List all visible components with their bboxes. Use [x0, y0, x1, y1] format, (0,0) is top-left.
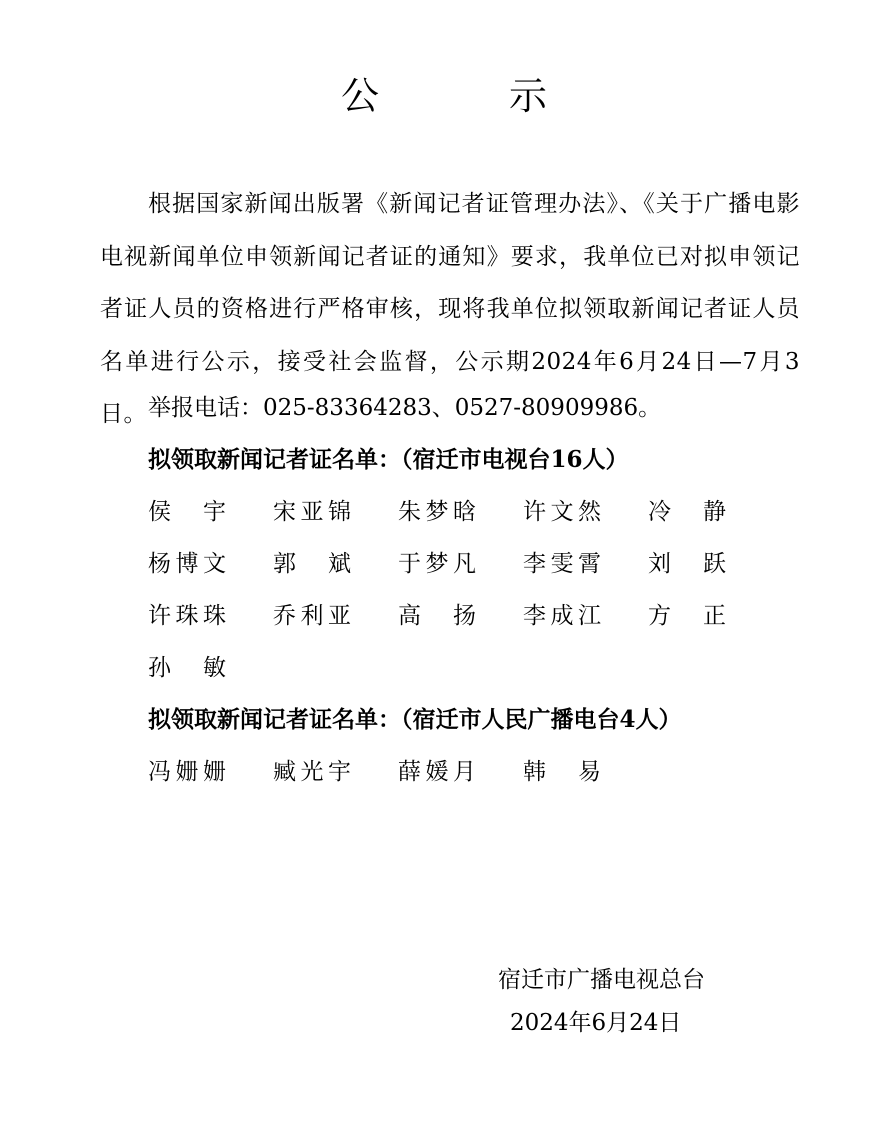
group1-name: 许文然: [523, 499, 601, 525]
group1-name: 许珠珠: [148, 603, 226, 629]
group2-heading: 拟领取新闻记者证名单：（宿迁市人民广播电台4人）: [148, 706, 682, 733]
group1-name: 宋亚锦: [273, 499, 351, 525]
group1-name: 冷静: [648, 499, 726, 525]
group1-name: 侯宇: [148, 499, 226, 525]
group1-name: 乔利亚: [273, 603, 351, 629]
report-phone: 举报电话：025-83364283、0527-80909986。: [148, 395, 662, 421]
group1-name: 于梦凡: [398, 551, 476, 577]
footer-date: 2024年6月24日: [510, 1010, 682, 1036]
group1-name: 郭斌: [273, 551, 351, 577]
group1-name: 杨博文: [148, 551, 226, 577]
group1-name: 孙敏: [148, 655, 226, 681]
footer-organization: 宿迁市广播电视总台: [498, 967, 705, 993]
group1-name: 李成江: [523, 603, 601, 629]
group1-name: 朱梦晗: [398, 499, 476, 525]
group1-name: 高扬: [398, 603, 476, 629]
group2-name: 臧光宇: [273, 759, 351, 785]
group2-name: 薛媛月: [398, 759, 476, 785]
group1-heading: 拟领取新闻记者证名单：（宿迁市电视台16人）: [148, 446, 629, 473]
group2-name: 韩易: [523, 759, 601, 785]
group1-name: 李雯霄: [523, 551, 601, 577]
intro-paragraph: 根据国家新闻出版署《新闻记者证管理办法》、《关于广播电影电视新闻单位申领新闻记者证的通知》要求，我单位已对拟申领记者证人员的资格进行严格审核，现将我单位拟领取新闻记者证人员名单进行公示，接受社会监督，公示期2024年6月24日—7月3日。: [100, 191, 800, 427]
group1-name: 刘跃: [648, 551, 726, 577]
group1-name: 方正: [648, 603, 726, 629]
group2-name: 冯姗姗: [148, 759, 226, 785]
page-title: 公 示: [340, 74, 593, 118]
